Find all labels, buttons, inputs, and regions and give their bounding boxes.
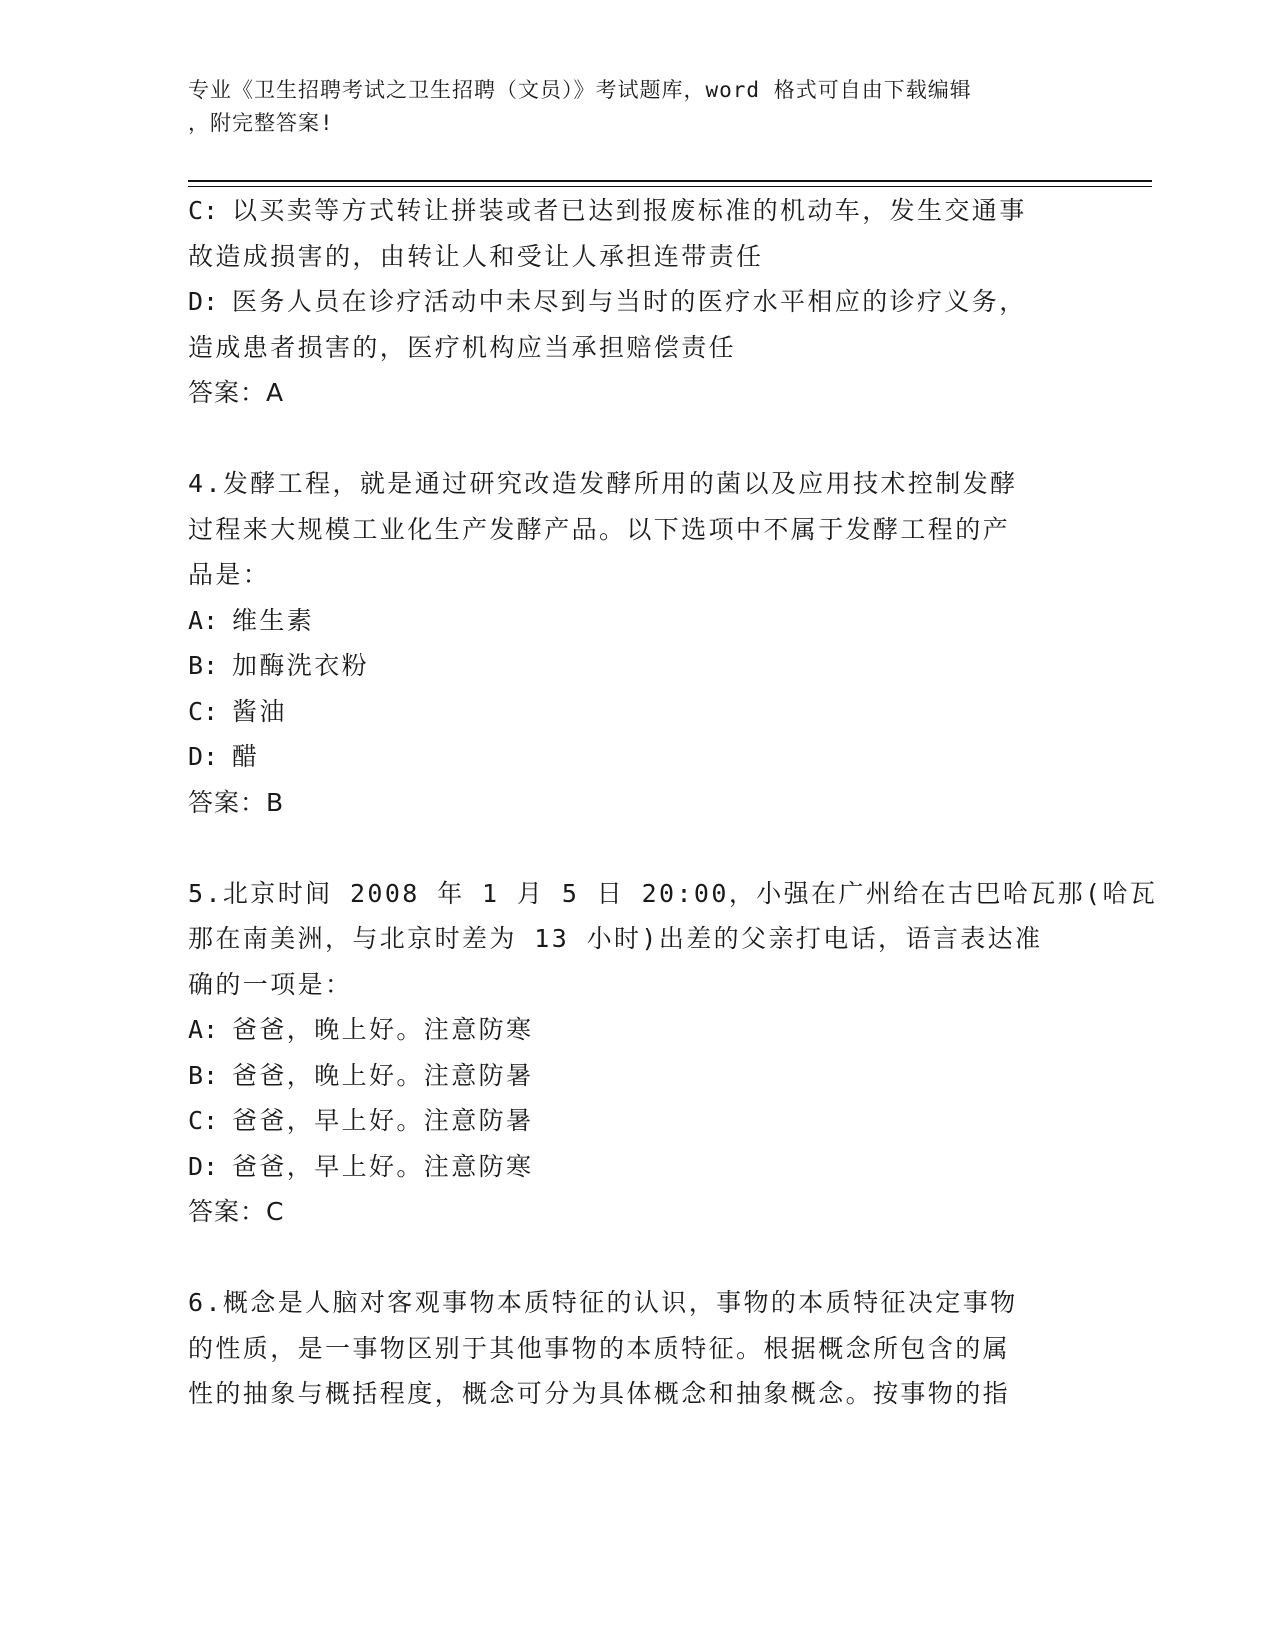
option-d-continuation: 造成患者损害的，医疗机构应当承担赔偿责任	[188, 332, 737, 362]
option-text: 醋	[232, 742, 260, 771]
question-stem-line: 那在南美洲，与北京时差为 13 小时)出差的父亲打电话，语言表达准	[188, 924, 1043, 953]
document-header	[188, 74, 1068, 140]
question-stem-line: 品是：	[188, 560, 271, 589]
option-text: 维生素	[232, 605, 315, 635]
option-text: 酱油	[232, 696, 287, 726]
option-c	[188, 689, 1088, 735]
option-key: D:	[188, 1151, 219, 1181]
option-key: B:	[188, 651, 219, 680]
answer-label: 答案：A	[188, 378, 285, 407]
option-key: B:	[188, 1060, 219, 1090]
option-text: 加酶洗衣粉	[232, 651, 370, 680]
option-key: D:	[188, 287, 219, 316]
option-key: A:	[188, 1015, 219, 1044]
option-text-line-1: 医务人员在诊疗活动中未尽到与当时的医疗水平相应的诊疗义务，	[232, 287, 1027, 316]
question-stem-line: 过程来大规模工业化生产发酵产品。以下选项中不属于发酵工程的产	[188, 514, 1011, 544]
option-b	[188, 643, 1088, 689]
question-stem-line: 的性质，是一事物区别于其他事物的本质特征。根据概念所包含的属	[188, 1333, 1011, 1363]
option-a	[188, 598, 1088, 644]
option-key: C:	[188, 696, 219, 726]
header-divider-thick	[188, 180, 1152, 182]
answer-label: 答案：C	[188, 1197, 285, 1226]
option-b	[188, 1053, 1088, 1099]
question-6	[188, 1280, 1088, 1417]
option-c	[188, 1098, 1088, 1144]
option-key: D:	[188, 742, 219, 771]
option-text: 爸爸，晚上好。注意防暑	[232, 1060, 534, 1090]
question-4	[188, 461, 1088, 825]
header-title-line-2: ，附完整答案!	[188, 111, 334, 135]
option-a	[188, 1007, 1088, 1053]
question-5	[188, 871, 1158, 1235]
option-text: 爸爸，晚上好。注意防寒	[232, 1015, 534, 1044]
header-divider-thin	[188, 186, 1152, 187]
option-c-continuation: 故造成损害的，由转让人和受让人承担连带责任	[188, 241, 764, 271]
option-text: 爸爸，早上好。注意防寒	[232, 1151, 534, 1181]
question-content	[188, 188, 1158, 1417]
option-text: 爸爸，早上好。注意防暑	[232, 1106, 534, 1135]
option-key: A:	[188, 605, 219, 635]
answer-label: 答案：B	[188, 787, 285, 817]
question-stem-line: 确的一项是：	[188, 969, 353, 999]
spacer	[188, 825, 1088, 871]
question-stem-line: 4.发酵工程，就是通过研究改造发酵所用的菌以及应用技术控制发酵	[188, 469, 1018, 498]
option-c	[188, 188, 1088, 234]
question-3-options	[188, 188, 1088, 416]
question-stem-line: 性的抽象与概括程度，概念可分为具体概念和抽象概念。按事物的指	[188, 1379, 1011, 1408]
question-stem-line: 6.概念是人脑对客观事物本质特征的认识，事物的本质特征决定事物	[188, 1288, 1018, 1317]
option-d	[188, 734, 1088, 780]
option-d	[188, 1144, 1088, 1190]
question-stem-line: 5.北京时间 2008 年 1 月 5 日 20:00，小强在广州给在古巴哈瓦那(哈瓦	[188, 878, 1158, 908]
option-text-line-1: 以买卖等方式转让拼装或者已达到报废标准的机动车，发生交通事	[232, 196, 1027, 225]
header-title-line-1: 专业《卫生招聘考试之卫生招聘（文员）》考试题库，word 格式可自由下载编辑	[188, 78, 972, 102]
option-d	[188, 279, 1088, 325]
option-key: C:	[188, 1106, 219, 1135]
spacer	[188, 1235, 1088, 1281]
spacer	[188, 416, 1088, 462]
option-key: C:	[188, 196, 219, 225]
